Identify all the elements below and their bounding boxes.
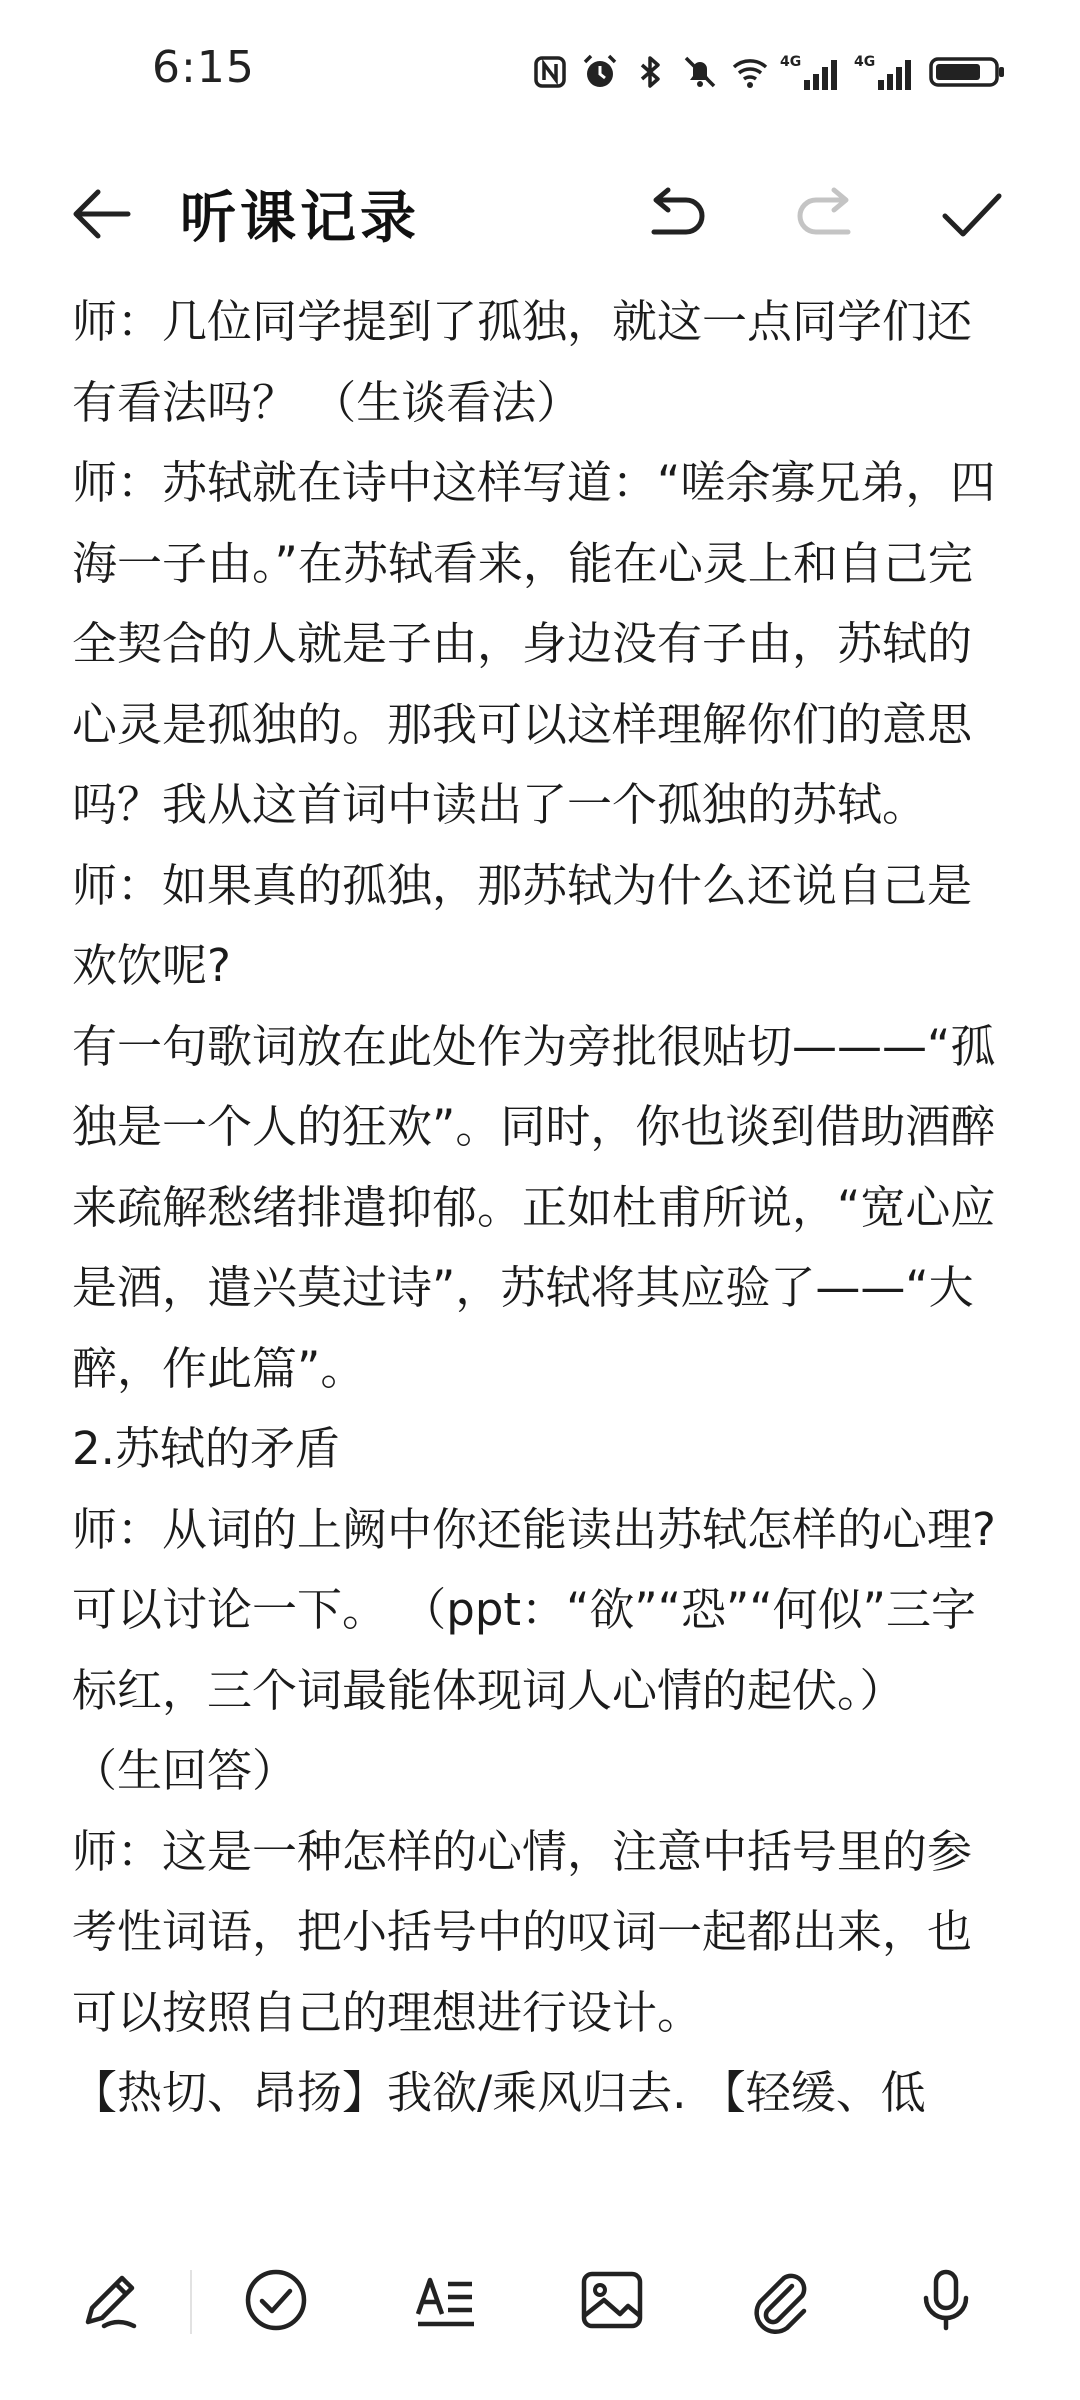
note-body[interactable] xyxy=(72,282,1004,2232)
bluetooth-icon xyxy=(630,52,670,92)
alarm-icon xyxy=(580,52,620,92)
svg-text:4G: 4G xyxy=(854,54,876,70)
page-title: 听课记录 xyxy=(180,186,420,251)
redo-icon xyxy=(790,182,862,246)
note-paragraph: 师：这是一种怎样的心情，注意中括号里的参考性词语，把小括号中的叹词一起都出来，也可以按照自己的理想进行设计。 xyxy=(72,1824,973,2039)
attachment-button[interactable] xyxy=(744,2264,816,2336)
back-button[interactable] xyxy=(66,178,138,250)
toolbar-divider xyxy=(190,2270,192,2334)
note-paragraph: 2.苏轼的矛盾 xyxy=(72,1422,340,1475)
mute-icon xyxy=(680,52,720,92)
signal-4g-icon xyxy=(780,52,844,92)
battery-icon xyxy=(928,52,1008,92)
microphone-icon xyxy=(910,2264,982,2336)
wifi-icon xyxy=(730,52,770,92)
note-paragraph: 师：如果真的孤独，那苏轼为什么还说自己是欢饮呢? xyxy=(72,858,973,992)
text-format-icon xyxy=(410,2264,482,2336)
done-button[interactable] xyxy=(935,178,1007,250)
note-paragraph: 师：从词的上阙中你还能读出苏轼怎样的心理?可以讨论一下。 （ppt：“欲”“恐”“何似”三字标红，三个词最能体现词人心情的起伏。） （生回答） xyxy=(72,1502,996,1797)
app-header xyxy=(0,150,1080,270)
nfc-icon xyxy=(530,52,570,92)
arrow-left-icon xyxy=(66,178,138,250)
note-paragraph: 【热切、昂扬】我欲/乘风归去. 【轻缓、低 xyxy=(72,2066,926,2119)
note-paragraph: 有一句歌词放在此处作为旁批很贴切———“孤独是一个人的狂欢”。同时，你也谈到借助酒醉来疏解愁绪排遣抑郁。正如杜甫所说，“宽心应是酒，遣兴莫过诗”，苏轼将其应验了——“大醉，作此篇”。 xyxy=(72,1019,996,1395)
text-format-button[interactable] xyxy=(410,2264,482,2336)
signal-4g-icon xyxy=(854,52,918,92)
svg-text:4G: 4G xyxy=(780,54,802,70)
status-bar xyxy=(0,0,1080,140)
undo-icon xyxy=(640,182,712,246)
redo-button[interactable] xyxy=(790,182,862,246)
check-icon xyxy=(935,178,1007,250)
pen-icon xyxy=(74,2264,146,2336)
note-paragraph: 师：几位同学提到了孤独，就这一点同学们还有看法吗？ （生谈看法） xyxy=(72,295,973,429)
bottom-toolbar xyxy=(0,2220,1080,2400)
undo-button[interactable] xyxy=(640,182,712,246)
note-paragraph: 师：苏轼就在诗中这样写道：“嗟余寡兄弟，四海一子由。”在苏轼看来，能在心灵上和自己完全契合的人就是子由，身边没有子由，苏轼的心灵是孤独的。那我可以这样理解你们的意思吗？我从这首词中读出了一个孤独的苏轼。 xyxy=(72,456,996,831)
microphone-button[interactable] xyxy=(910,2264,982,2336)
image-button[interactable] xyxy=(576,2264,648,2336)
checklist-button[interactable] xyxy=(240,2264,312,2336)
status-time: 6:15 xyxy=(152,42,255,93)
status-icons xyxy=(530,48,1008,96)
pen-button[interactable] xyxy=(74,2264,146,2336)
checklist-icon xyxy=(240,2264,312,2336)
attachment-icon xyxy=(744,2264,816,2336)
image-icon xyxy=(576,2264,648,2336)
